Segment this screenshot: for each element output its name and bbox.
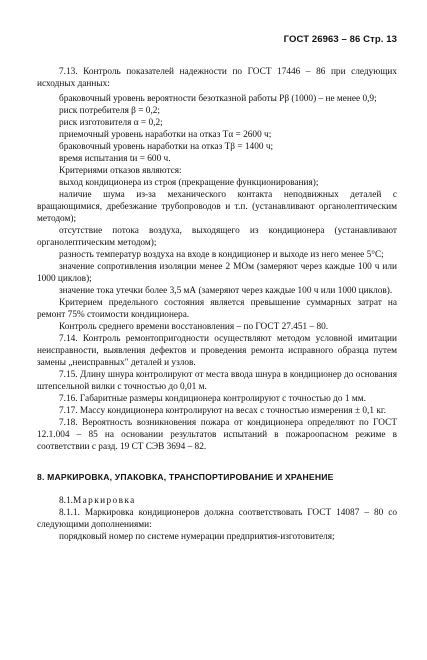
paragraph: приемочный уровень наработки на отказ Tα = 2600 ч;	[59, 130, 272, 140]
paragraph: браковочный уровень наработки на отказ Tβ = 1400 ч;	[59, 142, 274, 152]
subsection-number: 8.1.	[59, 496, 73, 506]
paragraph: значение тока утечки более 3,5 мА (замеряют через каждые 100 ч или 1000 циклов).	[59, 286, 393, 296]
paragraph-7-16: 7.16. Габаритные размеры кондиционера контролируют с точностью до 1 мм.	[59, 394, 366, 404]
paragraph: риск потребителя β = 0,2;	[59, 106, 161, 116]
subsection-heading	[37, 495, 397, 507]
paragraph: браковочный уровень вероятности безотказной работы Pβ (1000) – не менее 0,9;	[59, 94, 377, 104]
paragraph: выход кондиционера из строя (прекращение функционирования);	[59, 178, 319, 188]
paragraph: значение сопротивления изоляции менее 2 МОм (замеряют через каждые 100 ч или 1000 циклов);	[37, 262, 397, 284]
section-title: 8. МАРКИРОВКА, УПАКОВКА, ТРАНСПОРТИРОВАНИЕ И ХРАНЕНИЕ	[37, 472, 334, 482]
paragraph: отсутствие потока воздуха, выходящего из кондиционера (устанавливают органолептическим методом);	[37, 226, 397, 248]
paragraph-7-13: 7.13. Контроль показателей надежности по ГОСТ 17446 – 86 при следующих исходных данных:	[37, 67, 397, 89]
paragraph: риск изготовителя α = 0,2;	[59, 118, 163, 128]
paragraph: Критерием предельного состояния является превышение суммарных затрат на ремонт 75% стоимости кондиционера.	[37, 298, 397, 320]
paragraph: наличие шума из-за механического контакта неподвижных деталей с вращающимися, дребезжание трубопроводов и т.п. (устанавливают органолептическим методом);	[37, 190, 397, 224]
paragraph-7-14: 7.14. Контроль ремонтопригодности осуществляют методом условной имитации неисправности, выявления дефектов и проведения ремонта исправного образца путем замены „неисправных" деталей и узлов.	[37, 334, 397, 368]
document-body	[37, 66, 397, 543]
paragraph-7-17: 7.17. Массу кондиционера контролируют на весах с точностью измерения ± 0,1 кг.	[59, 406, 386, 416]
paragraph: порядковый номер по системе нумерации предприятия-изготовителя;	[59, 532, 335, 542]
paragraph: время испытания tи = 600 ч.	[59, 154, 171, 164]
paragraph-8-1-1: 8.1.1. Маркировка кондиционеров должна соответствовать ГОСТ 14087 – 80 со следующими дополнениями:	[37, 508, 397, 530]
paragraph: Критериями отказов являются:	[59, 166, 182, 176]
paragraph: Контроль среднего времени восстановления – по ГОСТ 27.451 – 80.	[59, 322, 329, 332]
subsection-title: Маркировка	[72, 496, 136, 506]
paragraph-7-18: 7.18. Вероятность возникновения пожара от кондиционера определяют по ГОСТ 12.1.004 – 85 на основании результатов испытаний в пожароопасном режиме в соответствии с разд. 19 СТ СЭВ 3694 – 82.	[37, 418, 397, 452]
paragraph: разность температур воздуха на входе в кондиционер и выходе из него менее 5°С;	[59, 250, 384, 260]
paragraph-7-15: 7.15. Длину шнура контролируют от места ввода шнура в кондиционер до основания штепсельной вилки с точностью до 0,01 м.	[37, 370, 397, 392]
page-header: ГОСТ 26963 – 86 Стр. 13	[283, 34, 397, 45]
